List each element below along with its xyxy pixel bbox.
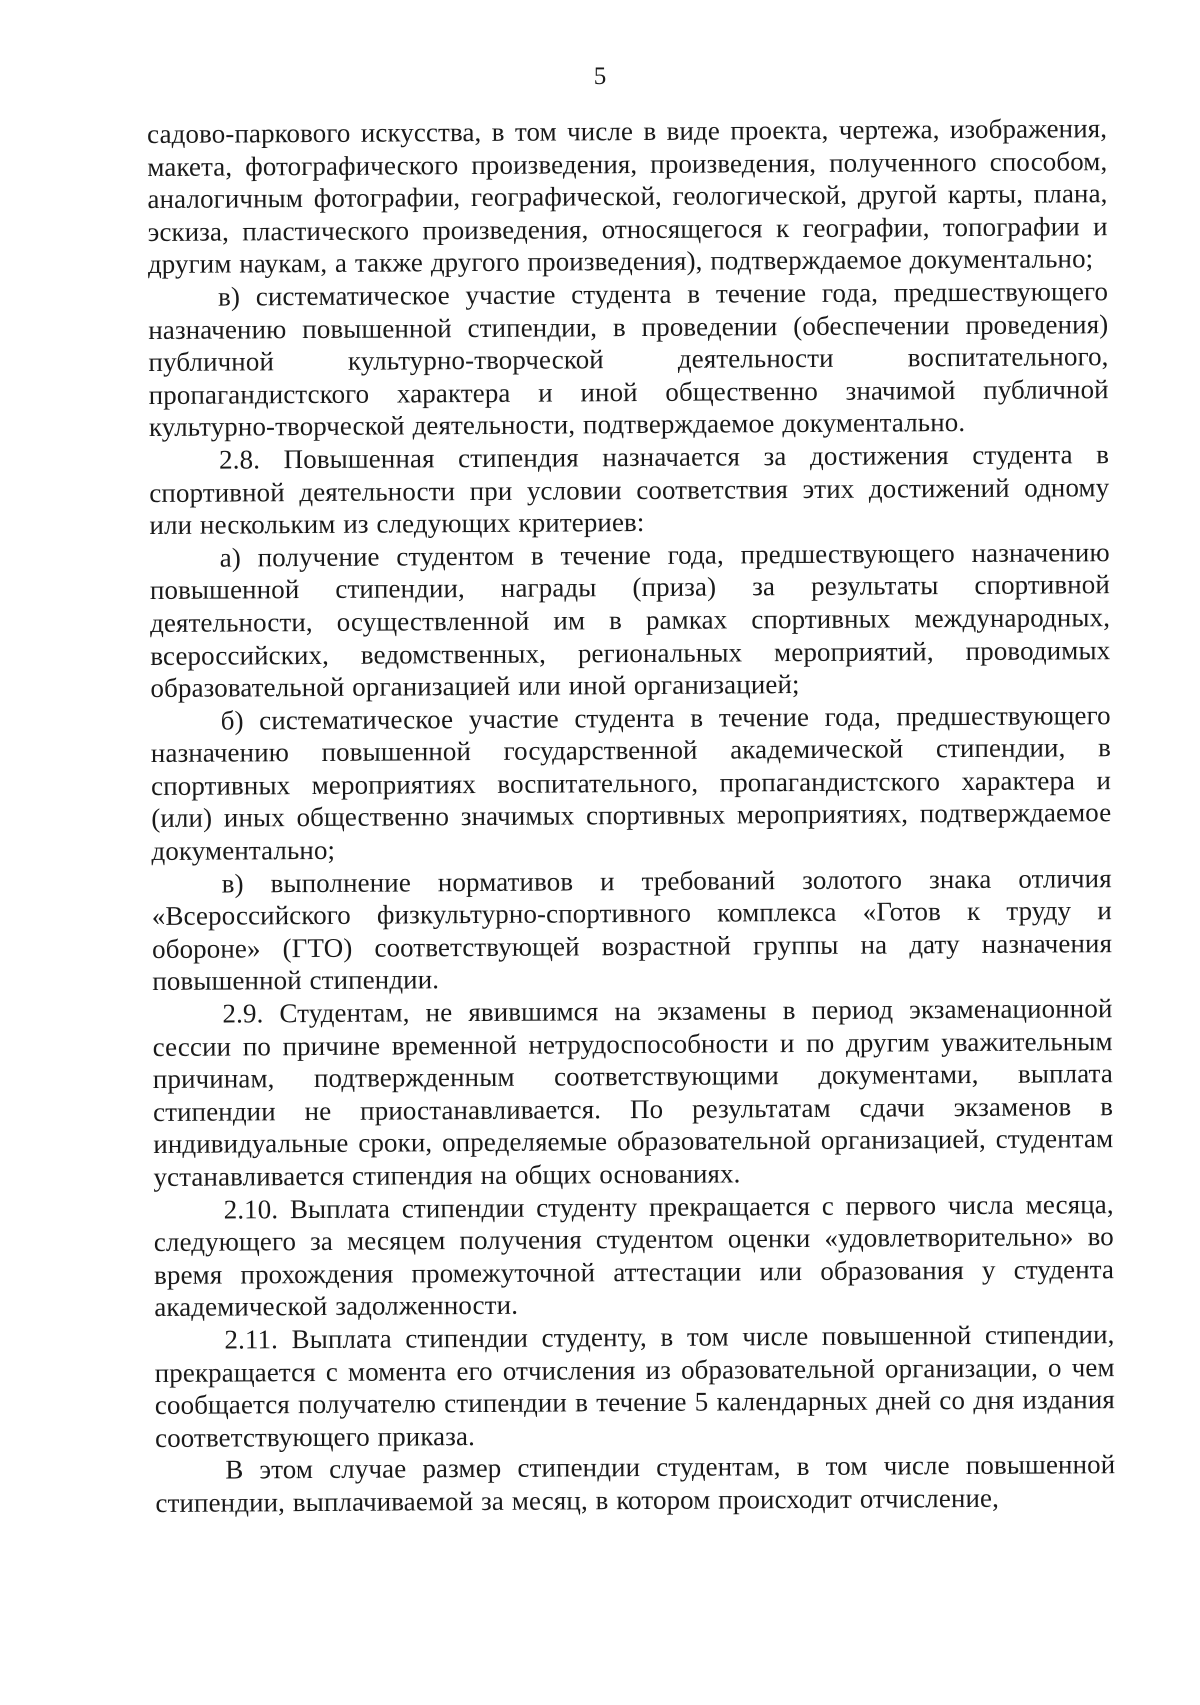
paragraph-expulsion-case: В этом случае размер стипендии студентам, в том числе повышенной стипендии, выплачиваемой за месяц, в котором происходит отчисление, xyxy=(155,1449,1116,1518)
paragraph-item-b-sport: б) систематическое участие студента в течение года, предшествующего назначению повышенной государственной академической стипендии, в спортивных мероприятиях воспитательного, пропагандистского характера и (или) иных общественно значимых спортивных мероприятиях, подтверждаемое документально; xyxy=(150,699,1112,867)
paragraph-2-10: 2.10. Выплата стипендии студенту прекращается с первого числа месяца, следующего за месяцем получения студентом оценки «удовлетворительно» во время прохождения промежуточной аттестации или образования у студента академической задолженности. xyxy=(153,1188,1115,1323)
paragraph-2-11: 2.11. Выплата стипендии студенту, в том числе повышенной стипендии, прекращается с момента его отчисления из образовательной организации, о чем сообщается получателю стипендии в течение 5 календарных дней со дня издания соответствующего приказа. xyxy=(154,1319,1115,1453)
paragraph-2-8: 2.8. Повышенная стипендия назначается за достижения студента в спортивной деятельности при условии соответствия этих достижений одному или нескольким из следующих критериев: xyxy=(149,439,1110,541)
paragraph-2-9: 2.9. Студентам, не явившимся на экзамены в период экзаменационной сессии по причине временной нетрудоспособности и по другим уважительным причинам, подтвержденным соответствующими документами, выплата стипендии не приостанавливается. По результатам сдачи экзаменов в индивидуальные сроки, определяемые образовательной организацией, студентам устанавливается стипендия на общих основаниях. xyxy=(152,993,1114,1192)
paragraph-item-a-sport: а) получение студентом в течение года, предшествующего назначению повышенной стипендии, награды (приза) за результаты спортивной деятельности, осуществленной им в рамках спортивных международных, всероссийских, ведомственных, региональных мероприятий, проводимых образовательной организацией или иной организацией; xyxy=(149,536,1111,704)
paragraph-item-v-gto: в) выполнение нормативов и требований золотого знака отличия «Всероссийского физкультурно-спортивного комплекса «Готов к труду и обороне» (ГТО) соответствующей возрастной группы на дату назначения повышенной стипендии. xyxy=(151,862,1113,997)
page-number: 5 xyxy=(593,63,607,90)
paragraph-continuation: садово-паркового искусства, в том числе в виде проекта, чертежа, изображения, макета, фотографического произведения, произведения, полученного способом, аналогичным фотографии, географической, геологической, другой карты, плана, эскиза, пластического произведения, относящегося к географии, топографии и другим наукам, а также другого произведения), подтверждаемое документально; xyxy=(147,113,1108,280)
document-body xyxy=(147,112,1116,1519)
paragraph-item-v-creative: в) систематическое участие студента в течение года, предшествующего назначению повышенной стипендии, в проведении (обеспечении проведения) публичной культурно-творческой деятельности воспитательного, пропагандистского характера и иной общественно значимой публичной культурно-творческой деятельности, подтверждаемое документально. xyxy=(148,276,1109,443)
